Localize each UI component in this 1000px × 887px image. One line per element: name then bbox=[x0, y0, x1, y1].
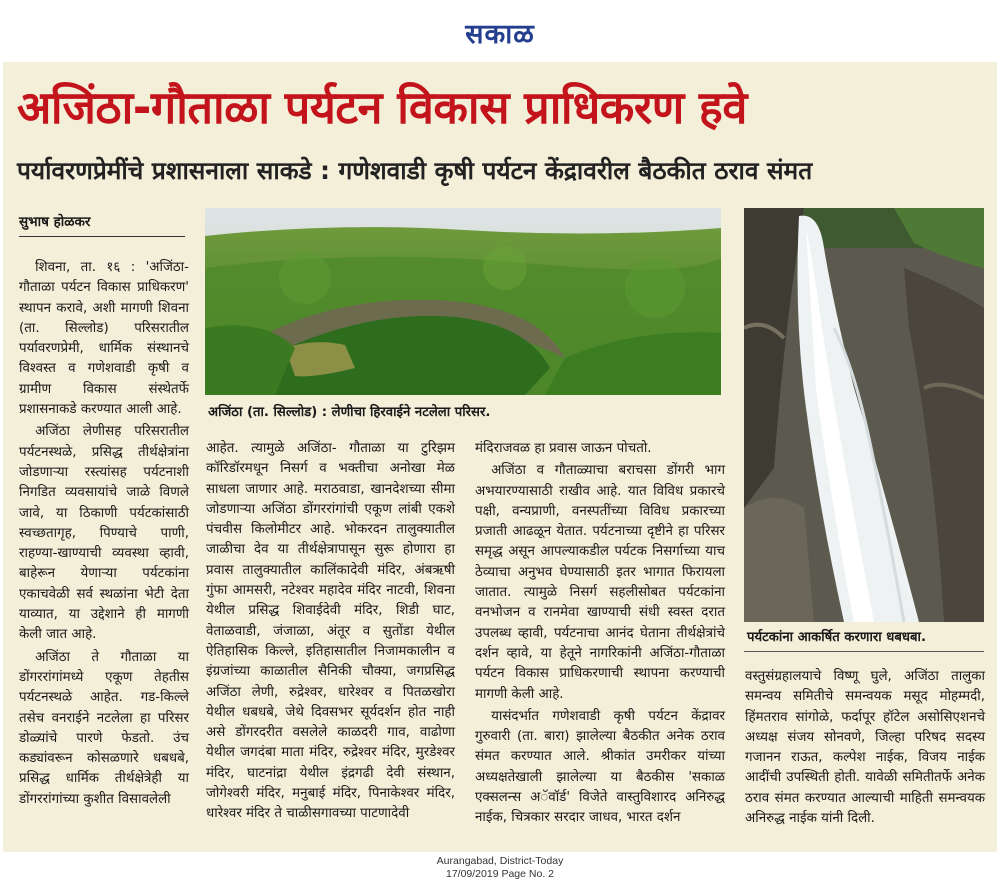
paragraph: वस्तुसंग्रहालयाचे विष्णू घुले, अजिंठा तालुका समन्वय समितीचे समन्वयक मसूद मोहम्मदी, हिंमतराव सांगोळे, फर्दापूर हॉटेल असोसिएशनचे अध्यक्ष संजय सोनवणे, जिल्हा परिषद सदस्य गजानन राऊत, कल्पेश नाईक, विजय नाईक आदींची उपस्थिती होती. यावेळी समितीतर्फे अनेक ठराव संमत करण्यात आल्याची माहिती समन्वयक अनिरुद्ध नाईक यांनी दिली. bbox=[745, 669, 985, 827]
paragraph: यासंदर्भात गणेशवाडी कृषी पर्यटन केंद्रावर गुरुवारी (ता. बारा) झालेल्या बैठकीत अनेक ठराव संमत करण्यात आले. श्रीकांत उमरीकर यांच्या अध्यक्षतेखाली झालेल्या या बैठकीस 'सकाळ एक्सलन्स अॅवॉर्ड' विजेते वास्तुविशारद अनिरुद्ध नाईक, चित्रकार सरदार जाधव, भारत दर्शन bbox=[475, 708, 725, 826]
newspaper-masthead: सकाळ bbox=[465, 19, 535, 50]
paragraph: अजिंठा व गौताळ्याचा बराचसा डोंगरी भाग अभयारण्यासाठी राखीव आहे. यात विविध प्रकारचे पक्षी, वन्यप्राणी, वनस्पतींच्या विविध प्रकारच्या प्रजाती आढळून येतात. पर्यटनाच्या दृष्टीने हा परिसर समृद्ध असून आपल्याकडील पर्यटक निसर्गाच्या याच ठेव्याचा अनुभव घेण्यासाठी इतर भागात फिरायला जातात. त्यामुळे निसर्ग सहलीसोबत पर्यटकांना वनभोजन व रानमेवा खाण्याची संधी स्वस्त दरात उपलब्ध व्हावी, पर्यटनाचा आनंद घेताना तीर्थक्षेत्रांचे दर्शन व्हावे, या हेतूने नागरिकांनी अजिंठा-गौताळा पर्यटन विकास प्राधिकरणाची स्थापना करण्याची मागणी केली आहे. bbox=[475, 463, 725, 702]
news-clipping bbox=[3, 62, 997, 852]
article-column-3 bbox=[475, 439, 725, 831]
paragraph: मंदिराजवळ हा प्रवास जाऊन पोचतो. bbox=[475, 441, 652, 456]
edition-label: Aurangabad, District-Today bbox=[436, 855, 564, 867]
subheadline: पर्यावरणप्रेमींचे प्रशासनाला साकडे : गणेशवाडी कृषी पर्यटन केंद्रावरील बैठकीत ठराव संमत bbox=[17, 156, 813, 185]
waterfall-photo-caption: पर्यटकांना आकर्षित करणारा धबधबा. bbox=[747, 630, 926, 645]
page-footer bbox=[0, 855, 1000, 881]
paragraph: शिवना, ता. १६ : 'अजिंठा-गौताळा पर्यटन विकास प्राधिकरण' स्थापन करावे, अशी मागणी शिवना (ता. सिल्लोड) परिसरातील पर्यावरणप्रेमी, धार्मिक संस्थानचे विश्वस्त व गणेशवाडी कृषी व ग्रामीण विकास संस्थेतर्फे प्रशासनाकडे करण्यात आली आहे. bbox=[19, 260, 189, 418]
paragraph: अजिंठा लेणीसह परिसरातील पर्यटनस्थळे, प्रसिद्ध तीर्थक्षेत्रांना जोडणाऱ्या रस्त्यांसह पर्यटनाशी निगडित व्यवसायांचे जाळे विणले जावे, या ठिकाणी पर्यटकांसाठी स्वच्छतागृह, पिण्याचे पाणी, राहण्या-खाण्याची व्यवस्था व्हावी, बाहेरून येणाऱ्या पर्यटकांना एकाचवेळी सर्व स्थळांना भेटी देता याव्यात, या उद्देशाने ही मागणी केली जात आहे. bbox=[19, 424, 189, 643]
valley-photo-caption: अजिंठा (ता. सिल्लोड) : लेणीचा हिरवाईने नटलेला परिसर. bbox=[208, 405, 491, 420]
byline: सुभाष होळकर bbox=[19, 214, 91, 230]
article-column-2 bbox=[206, 439, 455, 827]
article-column-4 bbox=[745, 667, 985, 831]
paragraph: आहेत. त्यामुळे अजिंठा- गौताळा या टुरिझम कॉरिडॉरमधून निसर्ग व भक्तीचा अनोखा मेळ साधला जाणार आहे. मराठवाडा, खानदेशच्या सीमा जोडणाऱ्या अजिंठा डोंगररांगांची एकूण लांबी एकशे पंचवीस किलोमीटर आहे. भोकरदन तालुक्यातील जाळीचा देव या तीर्थक्षेत्रापासून सुरू होणारा हा प्रवास तालुक्यातील कालिंकादेवी मंदिर, अंबऋषी गुंफा आमसरी, नटेश्वर महादेव मंदिर नाटवी, शिवना येथील प्रसिद्ध शिवाईदेवी मंदिर, शिडी घाट, वेताळवाडी, जंजाळा, अंतूर व सुतोंडा येथील ऐतिहासिक किल्ले, इतिहासातील निजामकालीन व इंग्रजांच्या काळातील सैनिकी चौक्या, जगप्रसिद्ध अजिंठा लेणी, रुद्रेश्वर, धारेश्वर व पितळखोरा येथील धबधबे, जेथे दिवसभर सूर्यदर्शन होत नाही असे डोंगरदरीत वसलेले काळदरी गाव, वाढोणा येथील जगदंबा माता मंदिर, रुद्रेश्वर मंदिर, मुरडेश्वर मंदिर, घाटनांद्रा येथील इंद्रगढी देवी संस्थान, जोगेश्वरी मंदिर, मनुबाई मंदिर, पिनाकेश्वर मंदिर, धारेश्वर मंदिर ते चाळीसगावच्या पाटणादेवी bbox=[206, 441, 455, 822]
date-page-label: 17/09/2019 Page No. 2 bbox=[445, 868, 554, 880]
valley-photo bbox=[205, 208, 721, 395]
caption-divider bbox=[744, 651, 984, 652]
paragraph: अजिंठा ते गौताळा या डोंगररांगांमध्ये एकूण तेहतीस पर्यटनस्थळे आहेत. गड-किल्ले तसेच वनराईने नटलेला हा परिसर डोळ्यांचे पारणे फेडतो. उंच कड्यांवरून कोसळणारे धबधबे, प्रसिद्ध धार्मिक तीर्थक्षेत्रेही या डोंगररांगांच्या कुशीत विसावलेली bbox=[19, 649, 189, 807]
waterfall-photo bbox=[744, 208, 984, 622]
headline: अजिंठा-गौताळा पर्यटन विकास प्राधिकरण हवे bbox=[17, 81, 747, 134]
byline-divider bbox=[19, 236, 185, 237]
article-column-1 bbox=[19, 258, 189, 812]
